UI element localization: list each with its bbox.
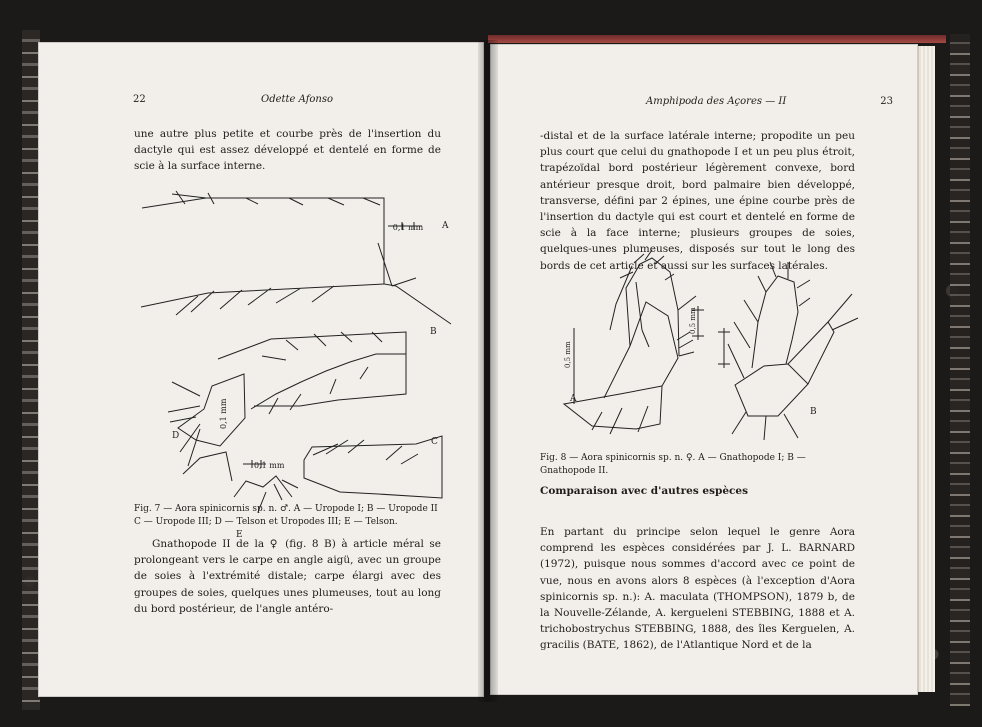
right-bottom-paragraph: En partant du principe selon lequel le genre Aora comprend les espèces considérées par J. L. BARNARD (1972), puisque nous sommes d'accord avec ce point de vue, nous en avons alors 8 espèces (à l'exception d'Aora spinicornis sp. n.): A. maculata (THOMPSON), 1879 b, de la Nouvelle-Zélande, A. kergueleni STEBBING, 1888 et A. trichobostrychus STEBBING, 1888, des îles Kerguelen, A. gracilis (BATE, 1862), de l'Atlantique Nord et de la <box>540 526 855 652</box>
left-running-head: Odette Afonso <box>261 94 334 105</box>
left-page <box>38 42 484 697</box>
scale-label-d: 0,1 mm <box>219 398 228 429</box>
right-running-head: Amphipoda des Açores — II <box>646 96 787 107</box>
right-marbled-edge <box>950 34 970 706</box>
label-8b: B <box>810 407 817 417</box>
label-b: B <box>430 327 437 337</box>
right-page <box>490 44 918 695</box>
scale-label-a: 0,1 mm <box>392 223 424 232</box>
right-caption: Fig. 8 — Aora spinicornis sp. n. ♀. A — Gnathopode I; B — Gnathopode II. <box>540 453 806 476</box>
scale-label-8a: 0,5 mm <box>564 341 572 368</box>
right-page-number: 23 <box>880 96 893 107</box>
scale-label-e: 0,1 mm <box>254 461 285 470</box>
label-a: A <box>442 221 449 231</box>
book-spine <box>478 40 498 702</box>
section-heading: Comparaison avec d'autres espèces <box>540 485 749 497</box>
label-d: D <box>172 431 180 441</box>
label-8a: A <box>570 394 577 404</box>
label-c: C <box>431 437 438 447</box>
scale-label-8b: 0,5 mm <box>689 307 697 334</box>
left-page-number: 22 <box>133 94 146 105</box>
left-header <box>38 94 484 110</box>
left-bottom-paragraph: Gnathopode II de la ♀ (fig. 8 B) à article méral se prolongeant vers le carpe en angle aigü, avec un groupe de soies à l'extrémité distale; carpe élargi avec des groupes de soies, quelques unes plumeuses, tout au long du bord postérieur, de l'angle antéro- <box>134 538 441 615</box>
right-page-stack-edge <box>918 46 935 692</box>
label-e: E <box>236 530 243 540</box>
figure-8-drawing <box>552 236 874 446</box>
figure-8 <box>552 236 874 446</box>
red-binding-edge <box>488 35 946 43</box>
left-top-paragraph: une autre plus petite et courbe près de l'insertion du dactyle qui est assez développé et dentelé en forme de scie à la surface interne. <box>134 128 441 173</box>
left-caption: Fig. 7 — Aora spinicornis sp. n. ♂. A — Uropode I; B — Uropode II C — Uropode III; D — Telson et Uropodes III; E — Telson. <box>134 504 438 527</box>
right-top-paragraph: -distal et de la surface latérale interne; propodite un peu plus court que celui du gnathopode I et un peu plus étroit, trapézoïdal bord postérieur légèrement convexe, bord antérieur presque droit, bord palmaire bien développé, transverse, défini par 2 épines, une épine courbe près de l'insertion du dactyle qui est court et dentelé en forme de scie à la face interne; plusieurs groupes de soies, quelques-unes plumeuses, disposés sur tout le long des bords de cet article et aussi sur les surfaces latérales. <box>540 130 855 272</box>
right-header <box>490 96 918 112</box>
